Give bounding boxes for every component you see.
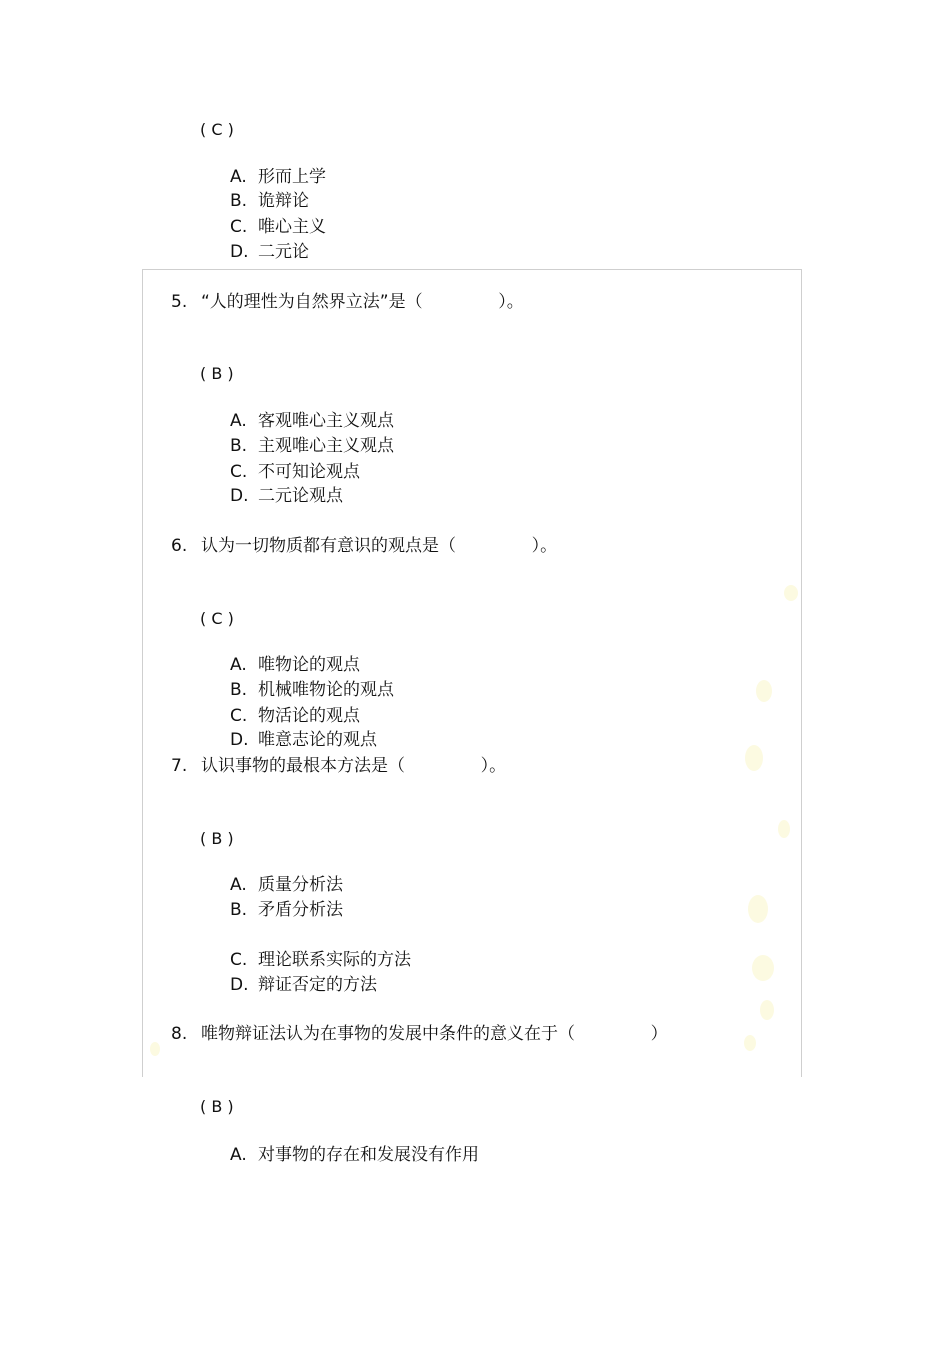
- option-text: 客观唯心主义观点: [258, 411, 394, 431]
- answer-marker: ( C ): [200, 609, 234, 628]
- decorative-speck: [778, 820, 790, 838]
- option-letter: D.: [230, 730, 249, 750]
- option-text: 矛盾分析法: [258, 900, 343, 920]
- option-text: 理论联系实际的方法: [258, 950, 411, 970]
- option-letter: B.: [230, 680, 248, 700]
- option-text: 二元论观点: [258, 486, 343, 506]
- option-text: 唯意志论的观点: [258, 730, 377, 750]
- option-text: 唯心主义: [258, 217, 326, 237]
- option-letter: B.: [230, 900, 248, 920]
- decorative-speck: [752, 955, 774, 981]
- option-text: 二元论: [258, 242, 309, 262]
- question-text: 认为一切物质都有意识的观点是（ ）。: [201, 536, 558, 556]
- answer-marker: ( C ): [200, 120, 234, 139]
- option-letter: C.: [230, 706, 248, 726]
- option-text: 诡辩论: [258, 191, 309, 211]
- question-text: 唯物辩证法认为在事物的发展中条件的意义在于（ ）: [201, 1024, 668, 1044]
- option-letter: C.: [230, 950, 248, 970]
- question-number: 6.: [171, 536, 188, 556]
- decorative-speck: [745, 745, 763, 771]
- option-text: 不可知论观点: [258, 462, 360, 482]
- option-letter: A.: [230, 1145, 247, 1165]
- decorative-speck: [748, 895, 768, 923]
- option-letter: D.: [230, 975, 249, 995]
- option-letter: A.: [230, 411, 247, 431]
- answer-marker: ( B ): [200, 1097, 234, 1116]
- question-number: 8.: [171, 1024, 188, 1044]
- option-text: 唯物论的观点: [258, 655, 360, 675]
- option-text: 对事物的存在和发展没有作用: [258, 1145, 479, 1165]
- option-letter: D.: [230, 242, 249, 262]
- option-letter: C.: [230, 462, 248, 482]
- answer-marker: ( B ): [200, 364, 234, 383]
- decorative-speck: [150, 1042, 160, 1056]
- option-letter: D.: [230, 486, 249, 506]
- option-text: 质量分析法: [258, 875, 343, 895]
- decorative-speck: [760, 1000, 774, 1020]
- option-text: 主观唯心主义观点: [258, 436, 394, 456]
- option-text: 物活论的观点: [258, 706, 360, 726]
- decorative-speck: [756, 680, 772, 702]
- question-text: 认识事物的最根本方法是（ ）。: [201, 756, 507, 776]
- question-text: “人的理性为自然界立法”是（ ）。: [201, 292, 524, 312]
- option-letter: C.: [230, 217, 248, 237]
- answer-marker: ( B ): [200, 829, 234, 848]
- option-text: 机械唯物论的观点: [258, 680, 394, 700]
- option-text: 辩证否定的方法: [258, 975, 377, 995]
- decorative-speck: [744, 1035, 756, 1051]
- question-number: 7.: [171, 756, 188, 776]
- option-letter: A.: [230, 875, 247, 895]
- option-letter: B.: [230, 436, 248, 456]
- option-letter: A.: [230, 167, 247, 187]
- question-number: 5.: [171, 292, 188, 312]
- decorative-speck: [784, 585, 798, 601]
- option-letter: A.: [230, 655, 247, 675]
- option-letter: B.: [230, 191, 248, 211]
- option-text: 形而上学: [258, 167, 326, 187]
